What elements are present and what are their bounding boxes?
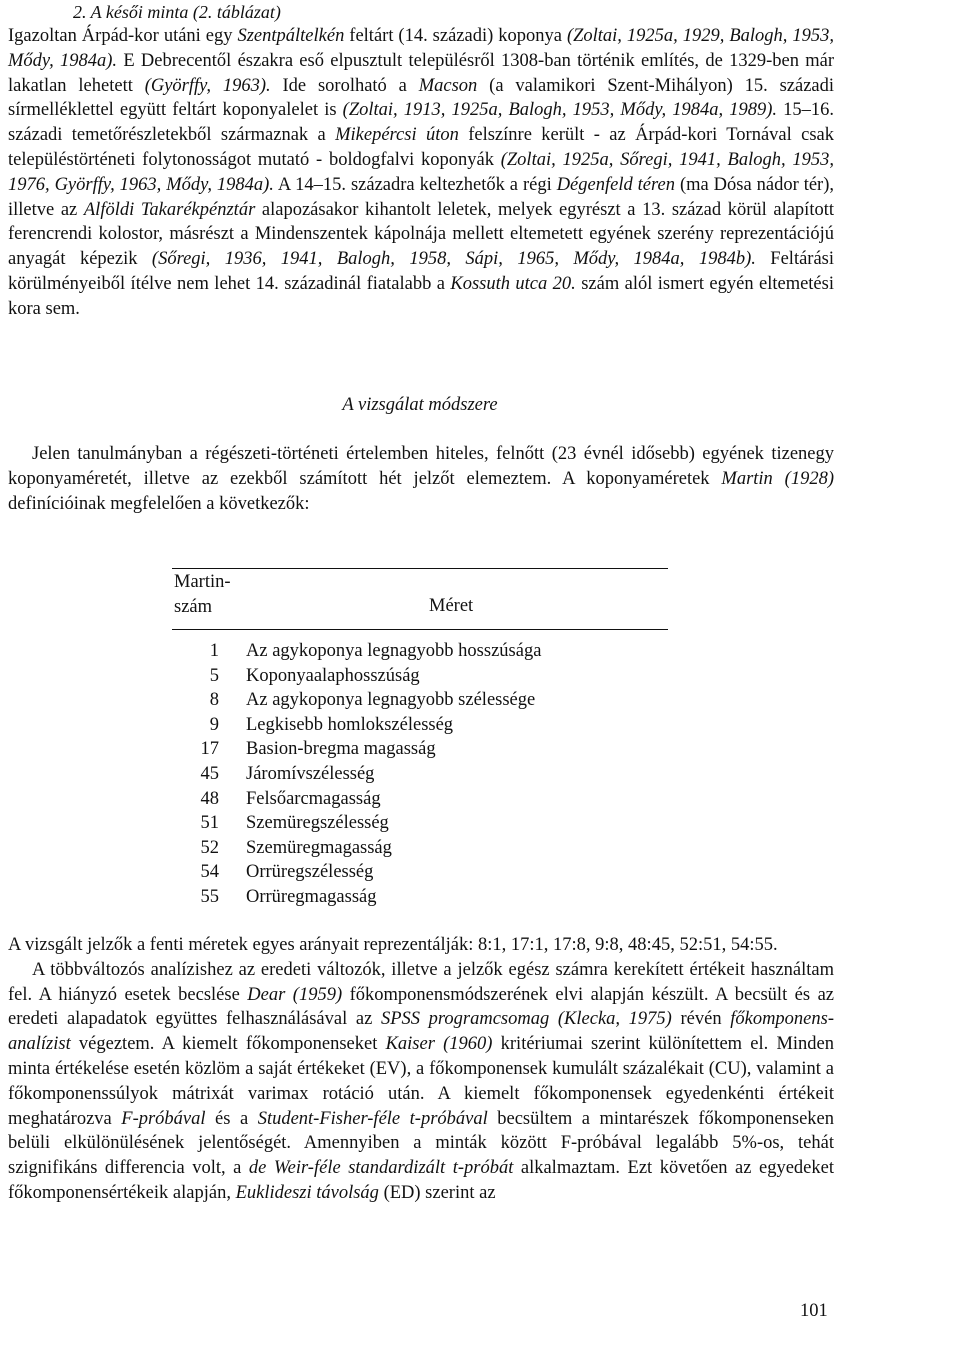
table-rule-header: [172, 629, 668, 630]
text-run: A vizsgált jelzők a fenti méretek egyes arányait reprezentálják: 8:1, 17:1, 17:8, 9:8, 48:45, 52:51, 54:55.: [8, 935, 778, 955]
martin-number: 55: [200, 886, 219, 907]
top-section: [8, 2, 834, 322]
text-run: Jelen tanulmányban a régészeti-történeti értelemben hiteles, felnőtt (23 évnél idősebb) egyének tizenegy koponyaméretét, illetve az ezekből számított hét jelzőt elemeztem. A koponyaméretek: [8, 444, 834, 489]
measurement-name: Legkisebb homlokszélesség: [246, 714, 454, 735]
citation-run: (Zoltai, 1913, 1925a, Balogh, 1953, Mődy, 1984a, 1989).: [342, 100, 778, 121]
citation-run: Martin (1928): [721, 468, 834, 489]
martin-number: 17: [200, 739, 219, 760]
martin-number: 52: [200, 837, 219, 858]
measurement-name: Járomívszélesség: [246, 763, 375, 784]
text-run: Feltárási körülményeiből ítélve nem lehet 14. századinál fiatalabb a: [8, 249, 835, 294]
text-run: A 14–15. századra keltezhetők a régi: [273, 174, 557, 195]
measurement-name: Orrüregszélesség: [246, 862, 374, 883]
italic-run: főkomponens-analízist: [8, 1009, 835, 1055]
text-run: felszínre került - az Árpád-kori Tornával csak településtörténeti folytonosságot mutató - boldogfalvi koponyák: [8, 125, 834, 170]
measurement-name: Basion-bregma magasság: [246, 739, 436, 760]
measurement-name: Az agykoponya legnagyobb hosszúsága: [246, 641, 542, 661]
paragraph-3: [8, 933, 834, 958]
citation-run: (Györffy, 1963).: [144, 75, 271, 96]
martin-number: 5: [209, 665, 219, 686]
paragraph-1: [8, 24, 834, 322]
italic-run: Euklideszi távolság: [235, 1182, 379, 1203]
measurement-name: Szemüregmagasság: [246, 837, 392, 858]
italic-run: Dégenfeld téren: [556, 174, 675, 195]
martin-number: 9: [209, 714, 219, 735]
citation-run: SPSS programcsomag (Klecka, 1975): [380, 1009, 672, 1030]
method-intro: [8, 442, 834, 516]
text-run: szám alól ismert egyén eltemetési kora sem.: [8, 273, 834, 319]
table-header-martin-number: [174, 570, 231, 620]
text-run: kritériumai szerint különítettem el. Minden minta értékelése esetén közlöm a saját értékeket (EV), a főkomponensek kumulált százalékait (CU), valamint a főkomponenssúlyok mátrixát varimax rotáció után. A kiemelt főkomponensek egyedenkénti értékeit meghatározva: [8, 1034, 834, 1129]
martin-number: 45: [200, 763, 219, 784]
italic-run: Alföldi Takarékpénztár: [83, 199, 256, 220]
text-run: (ma Dósa nádor tér), illetve az: [8, 174, 834, 220]
citation-run: Kaiser (1960): [385, 1034, 493, 1055]
text-run: alkalmaztam. Ezt követően az egyedeket főkomponensértékeik alapján,: [8, 1158, 834, 1203]
italic-run: Mikepércsi úton: [335, 125, 459, 146]
table-rule-top: [172, 568, 668, 569]
citation-run: (Zoltai, 1925a, Sőregi, 1941, Balogh, 1953, 1976, Györffy, 1963, Mődy, 1984a).: [8, 149, 834, 195]
measurement-name: Felsőarcmagasság: [246, 788, 381, 809]
text-run: végeztem. A kiemelt főkomponenseket: [70, 1034, 386, 1055]
citation-run: Dear (1959): [247, 984, 343, 1005]
text-run: Ide sorolható a: [270, 75, 419, 96]
paragraph-4: [8, 958, 834, 1206]
paragraph-2: [8, 442, 834, 516]
italic-run: Szentpáltelkén: [237, 26, 345, 46]
text-run: alapozásakor kihantolt leletek, melyek egyrészt a 13. század körül alapított ferencrendi kolostor, másrészt a Mindenszentek kápolnája mellett eltemetett egyének szerény reprezentációjú anyagát képezik: [8, 199, 834, 270]
text-run: és a: [205, 1108, 258, 1129]
text-run: révén: [671, 1009, 731, 1030]
martin-number: 1: [209, 641, 219, 661]
text-run: E Debrecentől északra eső elpusztult településről 1308-ban történik említés, de 1329-ben már lakatlan lehetett: [8, 50, 834, 96]
text-run: 15–16. századi temetőrészletekből származnak a: [8, 100, 834, 146]
method-body: [8, 933, 834, 1206]
section-label: 2. A késői minta (2. táblázat): [73, 2, 281, 22]
martin-number: 54: [200, 862, 219, 883]
italic-run: Student-Fisher-féle t-próbával: [257, 1108, 488, 1129]
text-run: becsültem a mintarészek főkomponenseken belüli elkülönülésének jelentőségét. Amennyiben a minták között F-próbával legalább 5%-os, tehát szignifikáns differencia volt, a: [8, 1108, 835, 1179]
text-run: (ED) szerint az: [378, 1182, 496, 1203]
text-run: (a valamikori Szent-Mihályon) 15. századi sírmelléklettel együtt feltárt koponyalelet is: [8, 75, 835, 121]
measurement-name: Szemüregszélesség: [246, 813, 389, 834]
page-number: 101: [800, 1301, 828, 1321]
martin-number: 8: [209, 690, 219, 711]
text-run: definícióinak megfelelően a következők:: [8, 493, 310, 514]
text-run: főkomponensmódszerének elvi alapján készült. A becsült és az eredeti alapadatok együttes felhasználásával az: [8, 984, 834, 1030]
martin-number: 51: [200, 813, 219, 834]
italic-run: F-próbával: [121, 1108, 206, 1129]
martin-number: 48: [200, 788, 219, 809]
measurement-name: Az agykoponya legnagyobb szélessége: [246, 690, 536, 711]
text-run: feltárt (14. századi) koponya: [344, 26, 567, 46]
table-header-size: Méret: [429, 596, 474, 616]
measurement-name: Koponyaalaphosszúság: [246, 665, 420, 686]
measurement-name: Orrüregmagasság: [246, 886, 377, 907]
italic-run: de Weir-féle standardizált t-próbát: [248, 1158, 514, 1179]
citation-run: (Zoltai, 1925a, 1929, Balogh, 1953, Mődy, 1984a).: [8, 26, 834, 71]
header-line: szám: [174, 597, 213, 617]
citation-run: (Sőregi, 1936, 1941, Balogh, 1958, Sápi, 1965, Mődy, 1984a, 1984b).: [151, 249, 756, 270]
section-heading: A vizsgálat módszere: [342, 395, 498, 415]
text-run: Igazoltan Árpád-kor utáni egy: [8, 26, 238, 46]
italic-run: Kossuth utca 20.: [450, 273, 576, 294]
italic-run: Macson: [418, 75, 478, 96]
text-run: A többváltozós analízishez az eredeti változók, illetve a jelzők egész számra kerekített értékeit használtam fel. A hiányzó esetek becslése: [8, 959, 834, 1005]
header-line: Martin-: [174, 572, 231, 592]
